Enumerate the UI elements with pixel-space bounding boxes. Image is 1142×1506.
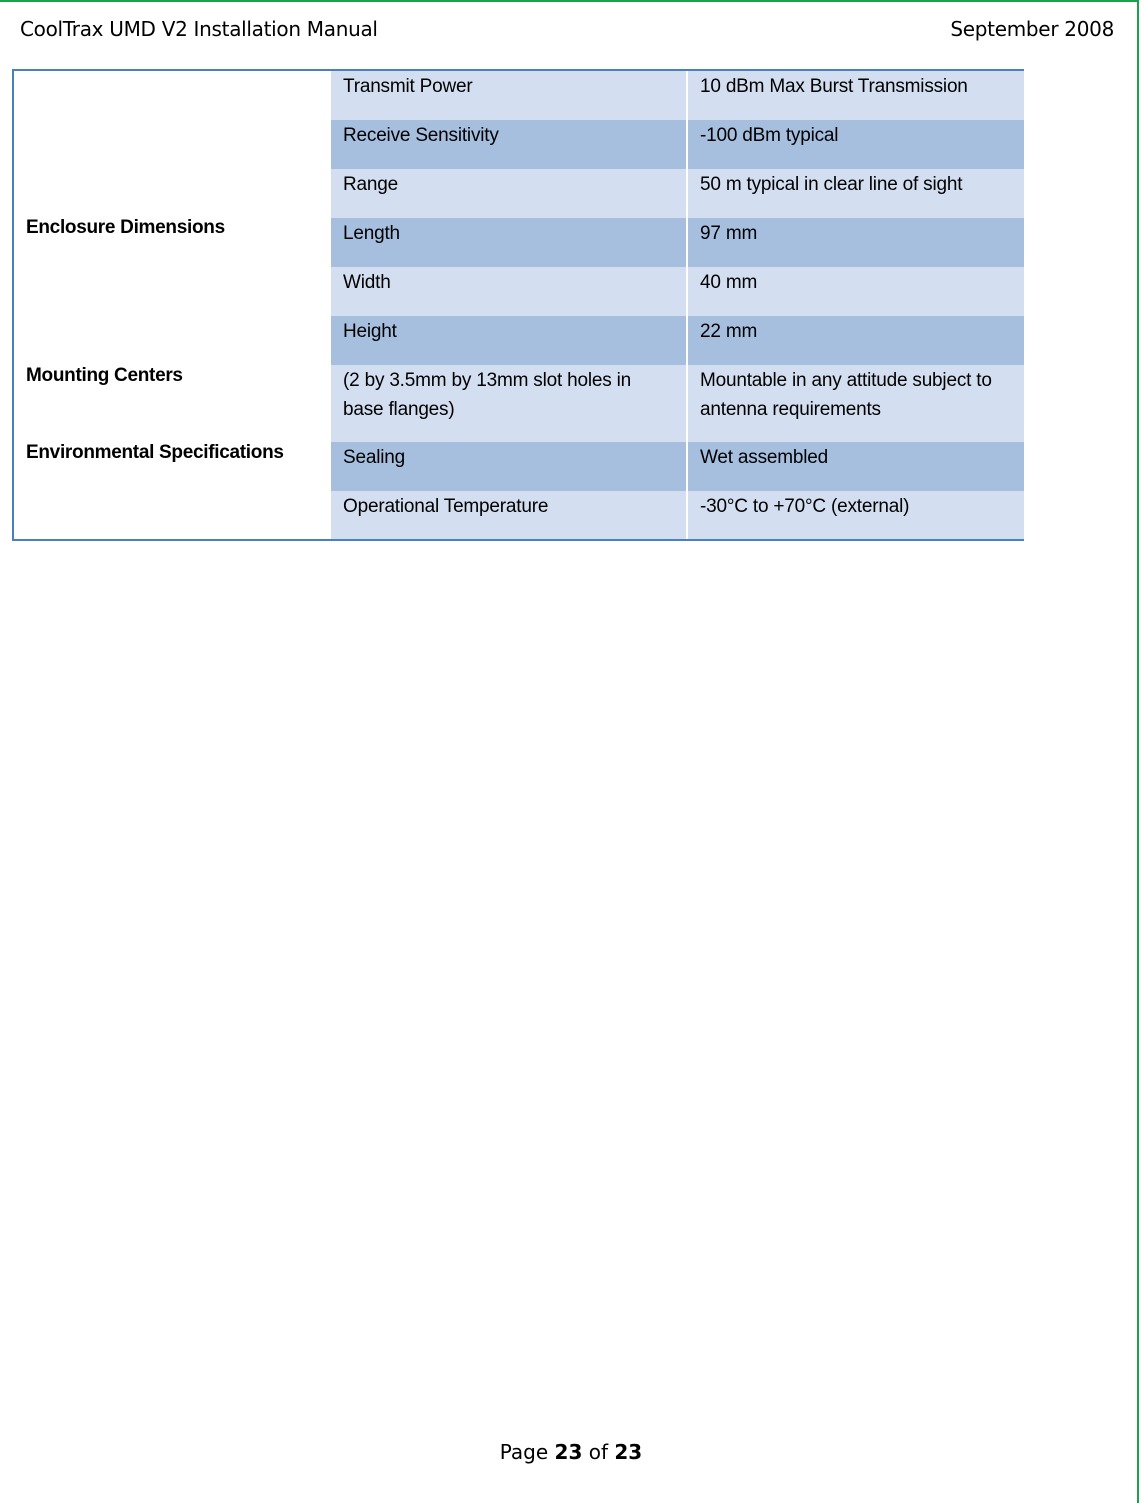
of-word: of — [588, 1440, 609, 1464]
table-row — [331, 267, 1024, 316]
category-enclosure-dimensions: Enclosure Dimensions — [26, 217, 225, 238]
document-title: CoolTrax UMD V2 Installation Manual — [20, 17, 378, 41]
param-cell: Height — [331, 316, 688, 365]
value-cell: -30°C to +70°C (external) — [700, 496, 910, 517]
table-row — [331, 71, 1024, 120]
table-row — [331, 316, 1024, 365]
table-row — [331, 365, 1024, 442]
param-cell: Receive Sensitivity — [331, 120, 688, 169]
param-cell: Transmit Power — [331, 71, 688, 120]
value-cell: -100 dBm typical — [700, 125, 839, 146]
specifications-table — [12, 69, 1024, 541]
table-row — [331, 120, 1024, 169]
param-cell: Range — [331, 169, 688, 218]
value-cell: Mountable in any attitude subject to antenna requirements — [700, 370, 992, 420]
param-cell: Length — [331, 218, 688, 267]
table-row — [331, 218, 1024, 267]
table-row — [331, 169, 1024, 218]
value-cell: 10 dBm Max Burst Transmission — [700, 76, 968, 97]
param-cell: Sealing — [331, 442, 688, 491]
page-word: Page — [499, 1440, 549, 1464]
page-number — [0, 1440, 1142, 1464]
category-mounting-centers: Mounting Centers — [26, 365, 183, 386]
value-cell: 50 m typical in clear line of sight — [700, 174, 963, 195]
document-date: September 2008 — [950, 17, 1114, 41]
category-environmental-specifications: Environmental Specifications — [26, 442, 284, 463]
table-row — [331, 491, 1024, 539]
table-row — [331, 442, 1024, 491]
value-cell: 97 mm — [700, 223, 758, 244]
value-cell: 40 mm — [700, 272, 758, 293]
current-page: 23 — [554, 1440, 583, 1464]
param-cell: Operational Temperature — [331, 491, 688, 539]
param-cell: (2 by 3.5mm by 13mm slot holes in base flanges) — [331, 365, 688, 442]
param-cell: Width — [331, 267, 688, 316]
value-cell: Wet assembled — [700, 447, 828, 468]
value-cell: 22 mm — [700, 321, 758, 342]
total-pages: 23 — [614, 1440, 643, 1464]
